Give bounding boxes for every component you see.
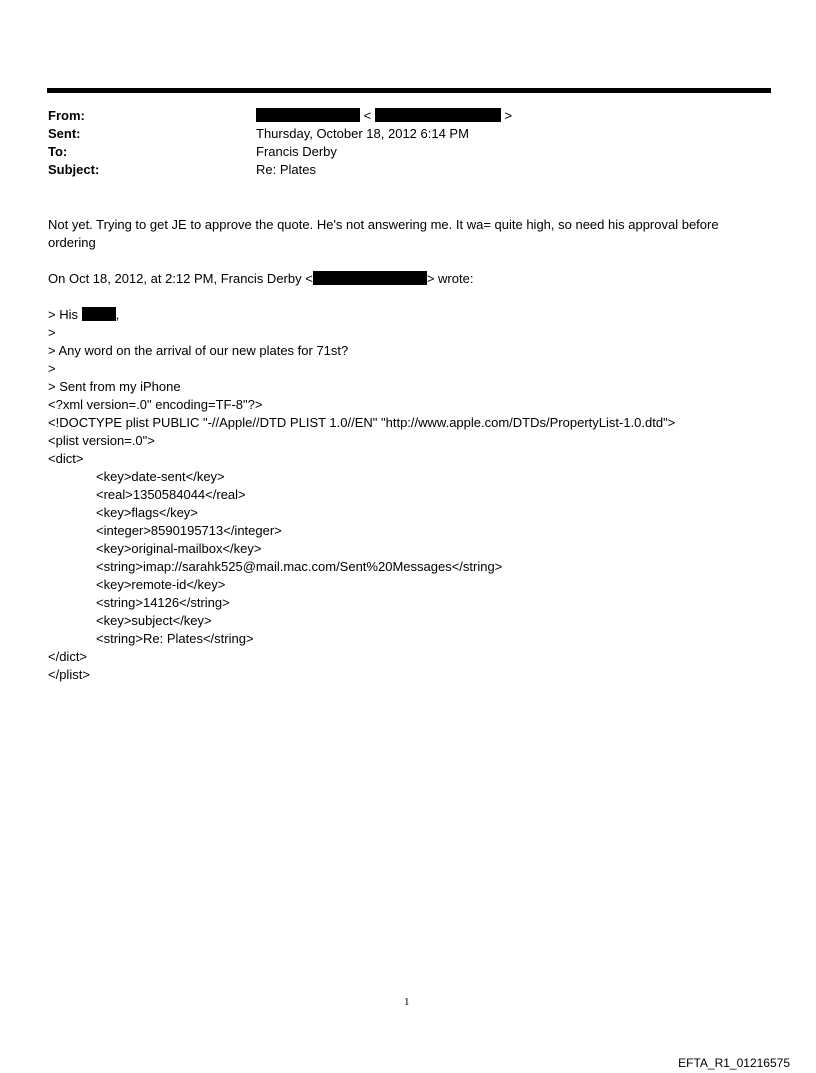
plist-line: <dict>: [48, 451, 84, 466]
plist-line: <key>date-sent</key>: [96, 469, 225, 484]
sent-label: Sent:: [48, 126, 81, 141]
plist-line: <plist version=.0">: [48, 433, 155, 448]
plist-line: <!DOCTYPE plist PUBLIC "-//Apple//DTD PLIST 1.0//EN" "http://www.apple.com/DTDs/PropertyList-1.0.dtd">: [48, 415, 676, 430]
from-value: [256, 108, 512, 123]
quoted-text: ,: [115, 307, 120, 322]
redaction-block: [256, 108, 360, 122]
plist-line: <key>subject</key>: [96, 613, 212, 628]
body-line: Not yet. Trying to get JE to approve the quote. He's not answering me. It wa= quite high, so need his approval before: [48, 217, 719, 232]
quoted-text: > His: [48, 307, 82, 322]
quoted-line: > Sent from my iPhone: [48, 379, 181, 394]
body-line: ordering: [48, 235, 96, 250]
header-rule: [47, 88, 771, 93]
quote-intro-text: On Oct 18, 2012, at 2:12 PM, Francis Derby <: [48, 271, 313, 286]
sent-value: Thursday, October 18, 2012 6:14 PM: [256, 126, 469, 141]
from-gt: >: [504, 108, 513, 123]
plist-line: </dict>: [48, 649, 88, 664]
from-label: From:: [48, 108, 85, 123]
plist-line: <string>Re: Plates</string>: [96, 631, 254, 646]
to-value: Francis Derby: [256, 144, 337, 159]
plist-line: <integer>8590195713</integer>: [96, 523, 282, 538]
plist-line: <key>original-mailbox</key>: [96, 541, 262, 556]
redaction-block: [375, 108, 501, 122]
footer-id: EFTA_R1_01216575: [678, 1056, 790, 1070]
quoted-line: >: [48, 325, 56, 340]
page-number: 1: [404, 996, 410, 1008]
plist-line: <string>imap://sarahk525@mail.mac.com/Sent%20Messages</string>: [96, 559, 503, 574]
quote-intro-end: > wrote:: [426, 271, 474, 286]
quoted-line: [48, 307, 119, 322]
plist-line: </plist>: [48, 667, 90, 682]
plist-line: <?xml version=.0" encoding=TF-8"?>: [48, 397, 263, 412]
from-lt: <: [363, 108, 372, 123]
quoted-line: > Any word on the arrival of our new plates for 71st?: [48, 343, 349, 358]
subject-value: Re: Plates: [256, 162, 316, 177]
to-label: To:: [48, 144, 68, 159]
redaction-block: [313, 271, 427, 285]
plist-line: <real>1350584044</real>: [96, 487, 246, 502]
redaction-block: [82, 307, 116, 321]
plist-line: <key>remote-id</key>: [96, 577, 226, 592]
plist-line: <key>flags</key>: [96, 505, 198, 520]
subject-label: Subject:: [48, 162, 100, 177]
plist-line: <string>14126</string>: [96, 595, 230, 610]
quoted-line: >: [48, 361, 56, 376]
quote-intro: [48, 271, 473, 286]
